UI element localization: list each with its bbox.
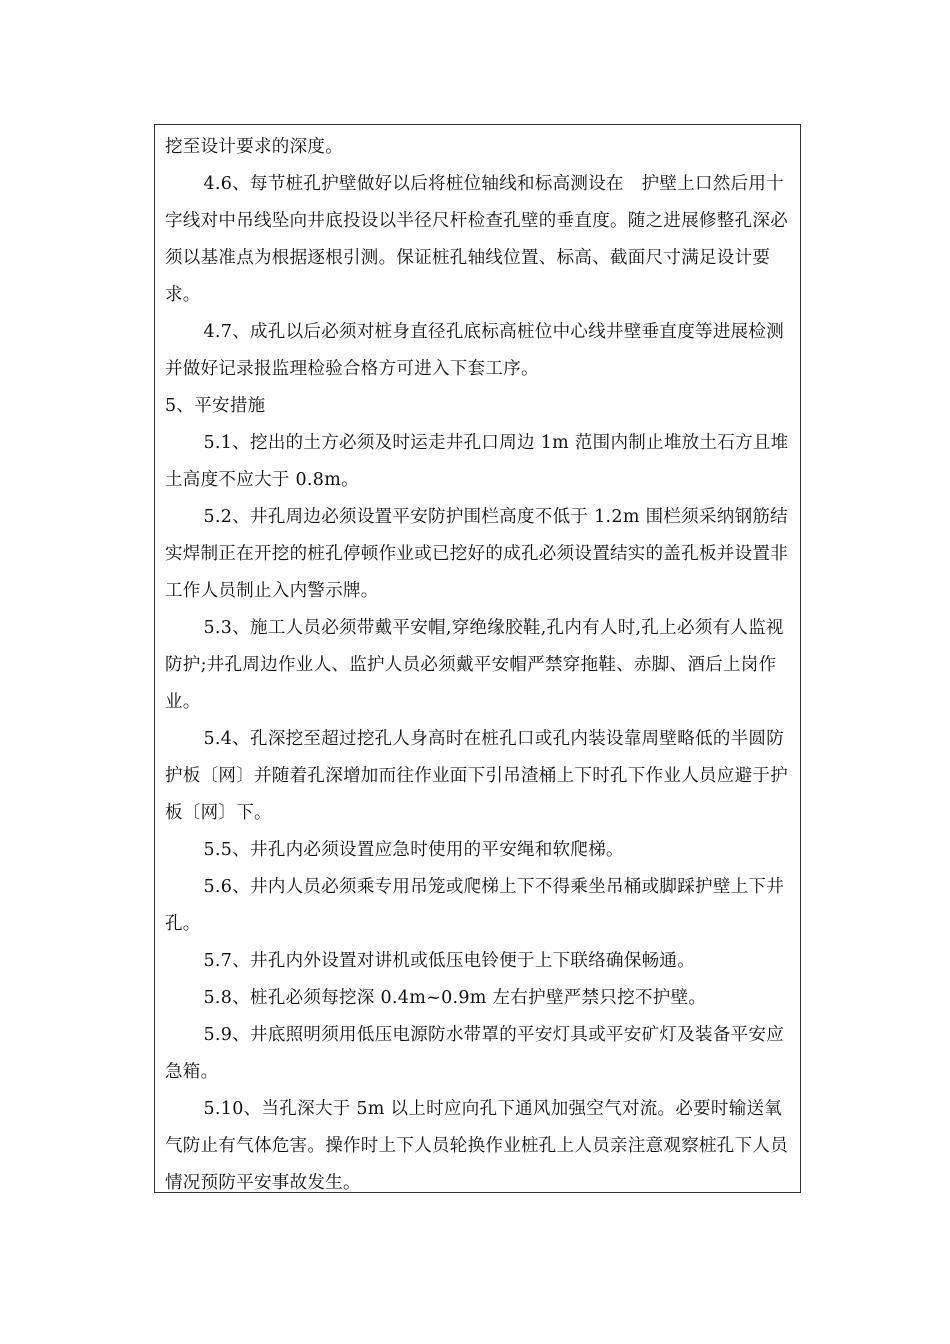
paragraph-5-4: 5.4、孔深挖至超过挖孔人身高时在桩孔口或孔内装设靠周壁略低的半圆防护板〔网〕并随着孔深增加而往作业面下引吊渣桶上下时孔下作业人员应避于护板〔网〕下。 xyxy=(165,729,788,823)
paragraph-5-7: 5.7、井孔内外设置对讲机或低压电铃便于上下联络确保畅通。 xyxy=(203,951,696,971)
document-table-cell xyxy=(154,124,801,1193)
paragraph-4-7: 4.7、成孔以后必须对桩身直径孔底标高桩位中心线井壁垂直度等进展检测并做好记录报监理检验合格方可进入下套工序。 xyxy=(165,322,785,379)
paragraph-4-6: 4.6、每节桩孔护壁做好以后将桩位轴线和标高测设在 护壁上口然后用十字线对中吊线坠向井底投设以半径尺杆检查孔壁的垂直度。随之进展修整孔深必须以基准点为根据逐根引测。保证桩孔轴线位置、标高、截面尺寸满足设计要求。 xyxy=(165,174,788,305)
paragraph-5-2: 5.2、井孔周边必须设置平安防护围栏高度不低于 1.2m 围栏须采纳钢筋结实焊制正在开挖的桩孔停顿作业或已挖好的成孔必须设置结实的盖孔板并设置非工作人员制止入内警示牌。 xyxy=(165,507,788,601)
paragraph-5-1: 5.1、挖出的土方必须及时运走井孔口周边 1m 范围内制止堆放土石方且堆土高度不应大于 0.8m。 xyxy=(165,433,789,490)
paragraph-continuation: 挖至设计要求的深度。 xyxy=(165,137,343,157)
paragraph-5-10: 5.10、当孔深大于 5m 以上时应向孔下通风加强空气对流。必要时输送氧气防止有气体危害。操作时上下人员轮换作业桩孔上人员亲注意观察桩孔下人员情况预防平安事故发生。 xyxy=(165,1099,788,1193)
paragraph-5-8: 5.8、桩孔必须每挖深 0.4m~0.9m 左右护壁严禁只挖不护壁。 xyxy=(203,988,707,1008)
paragraph-5-9: 5.9、井底照明须用低压电源防水带罩的平安灯具或平安矿灯及装备平安应急箱。 xyxy=(165,1025,785,1082)
paragraph-5-5: 5.5、井孔内必须设置应急时使用的平安绳和软爬梯。 xyxy=(203,840,624,860)
paragraph-5-6: 5.6、井内人员必须乘专用吊笼或爬梯上下不得乘坐吊桶或脚踩护壁上下井孔。 xyxy=(165,877,785,934)
section-heading-safety: 5、平安措施 xyxy=(165,396,266,416)
paragraph-5-3: 5.3、施工人员必须带戴平安帽,穿绝缘胶鞋,孔内有人时,孔上必须有人监视防护;井孔周边作业人、监护人员必须戴平安帽严禁穿拖鞋、赤脚、酒后上岗作业。 xyxy=(165,618,784,712)
